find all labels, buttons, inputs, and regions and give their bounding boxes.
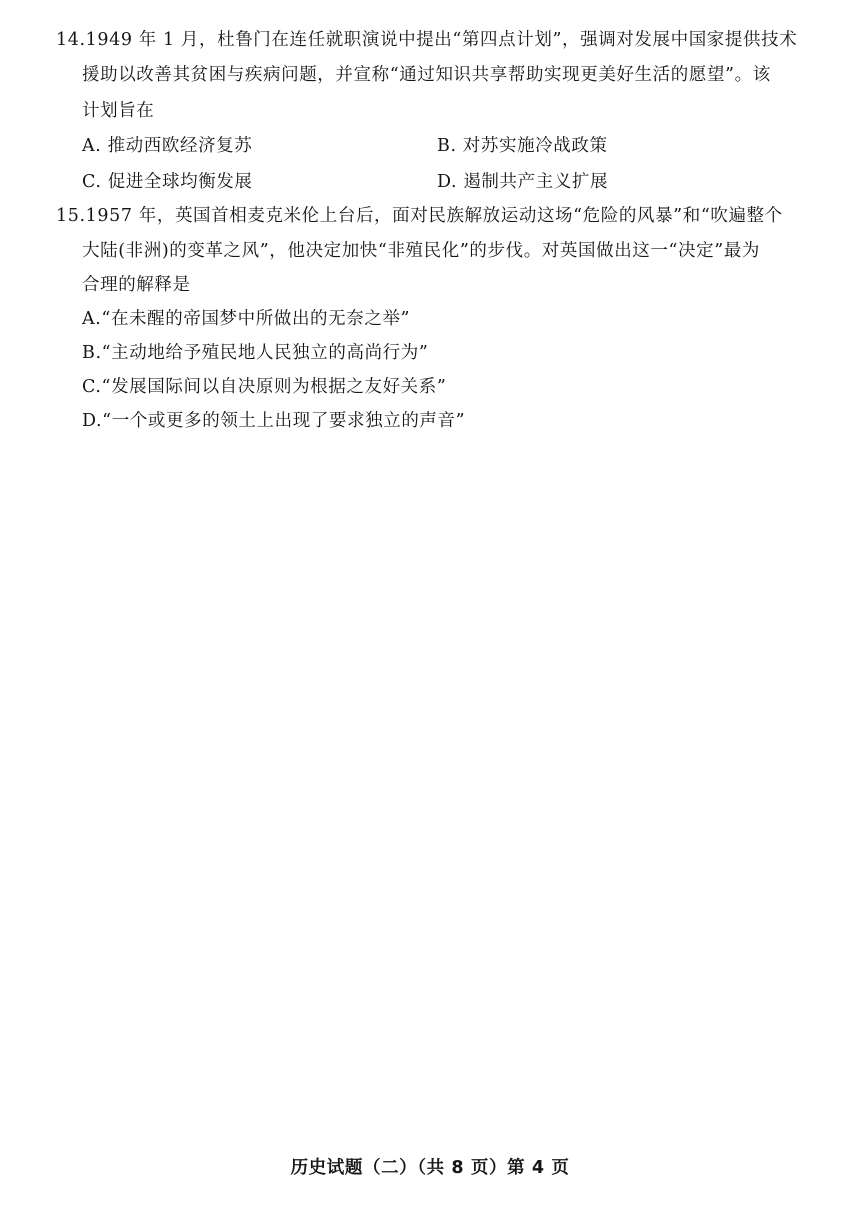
question-15-option-b: B.“主动地给予殖民地人民独立的高尚行为” (82, 343, 429, 363)
question-14-stem-2: 援助以改善其贫困与疾病问题，并宣称“通过知识共享帮助实现更美好生活的愿望”。该 (82, 65, 771, 85)
question-14-option-a: A. 推动西欧经济复苏 (82, 136, 253, 156)
question-15-stem-3: 合理的解释是 (82, 275, 191, 295)
page-footer: 历史试题（二）（共 8 页）第 4 页 (290, 1158, 570, 1178)
question-15-number: 15. (56, 206, 86, 226)
question-15-option-a: A.“在未醒的帝国梦中所做出的无奈之举” (82, 309, 411, 329)
question-14-stem-1: 1949 年 1 月，杜鲁门在连任就职演说中提出“第四点计划”，强调对发展中国家提供技术 (85, 30, 798, 50)
question-15-option-c: C.“发展国际间以自决原则为根据之友好关系” (82, 377, 447, 397)
question-15-stem-1: 1957 年，英国首相麦克米伦上台后，面对民族解放运动这场“危险的风暴”和“吹遍整个 (85, 206, 783, 226)
question-15-stem-2: 大陆(非洲)的变革之风”，他决定加快“非殖民化”的步伐。对英国做出这一“决定”最为 (82, 241, 760, 261)
question-14-option-b: B. 对苏实施冷战政策 (437, 136, 608, 156)
question-15-line-1 (56, 204, 783, 228)
question-14-number: 14. (56, 30, 86, 50)
question-14-line-1 (56, 28, 797, 52)
question-14-stem-3: 计划旨在 (82, 101, 155, 121)
question-14-option-d: D. 遏制共产主义扩展 (437, 172, 609, 192)
question-14-option-c: C. 促进全球均衡发展 (82, 172, 253, 192)
question-15-option-d: D.“一个或更多的领土上出现了要求独立的声音” (82, 411, 466, 431)
